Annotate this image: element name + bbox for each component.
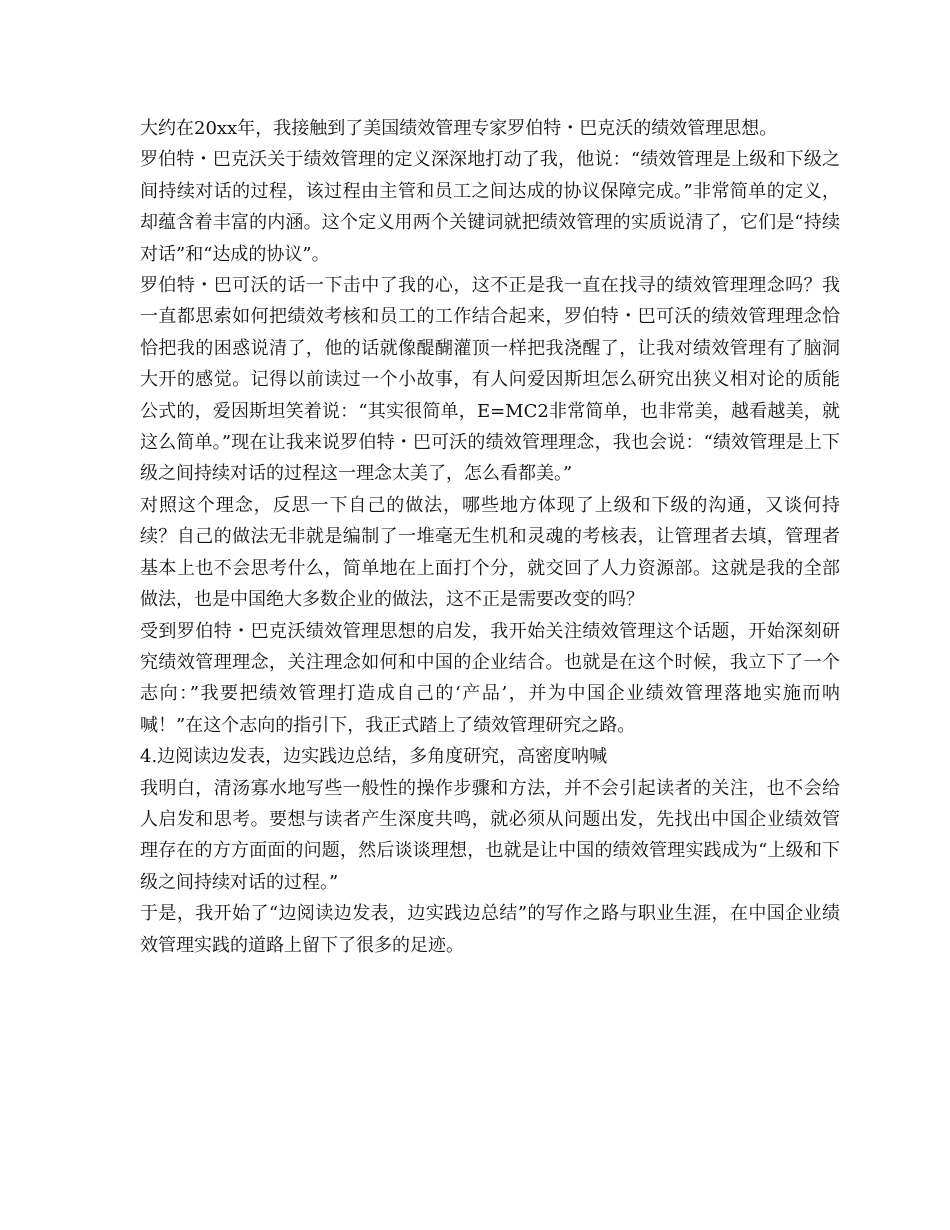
paragraph-intro: 大约在20xx年，我接触到了美国绩效管理专家罗伯特・巴克沃的绩效管理思想。: [140, 118, 778, 139]
paragraph-understanding: 我明白，清汤寡水地写些一般性的操作步骤和方法，并不会引起读者的关注，也不会给人启发和思考。要想与读者产生深度共鸣，就必须从问题出发，先找出中国企业绩效管理存在的方方面面的问题，然后谈谈理想，也就是让中国的绩效管理实践成为“上级和下级之间持续对话的过程。”: [140, 777, 840, 893]
paragraph-insight: 罗伯特・巴可沃的话一下击中了我的心，这不正是我一直在找寻的绩效管理理念吗？我一直都思索如何把绩效考核和员工的工作结合起来，罗伯特・巴可沃的绩效管理理念恰恰把我的困惑说清了，他的话就像醍醐灌顶一样把我浇醒了，让我对绩效管理有了脑洞大开的感觉。记得以前读过一个小故事，有人问爱因斯坦怎么研究出狭义相对论的质能公式的，爱因斯坦笑着说：“其实很简单，E=MC2非常简单，也非常美，越看越美，就这么简单。”现在让我来说罗伯特・巴可沃的绩效管理理念，我也会说：“绩效管理是上下级之间持续对话的过程这一理念太美了，怎么看都美。”: [140, 275, 840, 485]
section-heading: 4.边阅读边发表，边实践边总结，多角度研究，高密度呐喊: [140, 746, 608, 768]
paragraph-reflection: 对照这个理念，反思一下自己的做法，哪些地方体现了上级和下级的沟通，又谈何持续？自己的做法无非就是编制了一堆毫无生机和灵魂的考核表，让管理者去填，管理者基本上也不会思考什么，简单地在上面打个分，就交回了人力资源部。这就是我的全部做法，也是中国绝大多数企业的做法，这不正是需要改变的吗？: [140, 494, 840, 611]
document-page: [140, 113, 840, 961]
paragraph-conclusion: 于是，我开始了“边阅读边发表，边实践边总结”的写作之路与职业生涯，在中国企业绩效管理实践的道路上留下了很多的足迹。: [140, 903, 840, 956]
paragraph-definition: 罗伯特・巴克沃关于绩效管理的定义深深地打动了我，他说：“绩效管理是上级和下级之间持续对话的过程，该过程由主管和员工之间达成的协议保障完成。”非常简单的定义，却蕴含着丰富的内涵。这个定义用两个关键词就把绩效管理的实质说清了，它们是“持续对话”和“达成的协议”。: [140, 149, 840, 265]
paragraph-inspiration: 受到罗伯特・巴克沃绩效管理思想的启发，我开始关注绩效管理这个话题，开始深刻研究绩效管理理念，关注理念如何和中国的企业结合。也就是在这个时候，我立下了一个志向：”我要把绩效管理打造成自己的‘产品’，并为中国企业绩效管理落地实施而呐喊！”在这个志向的指引下，我正式踏上了绩效管理研究之路。: [140, 620, 840, 736]
